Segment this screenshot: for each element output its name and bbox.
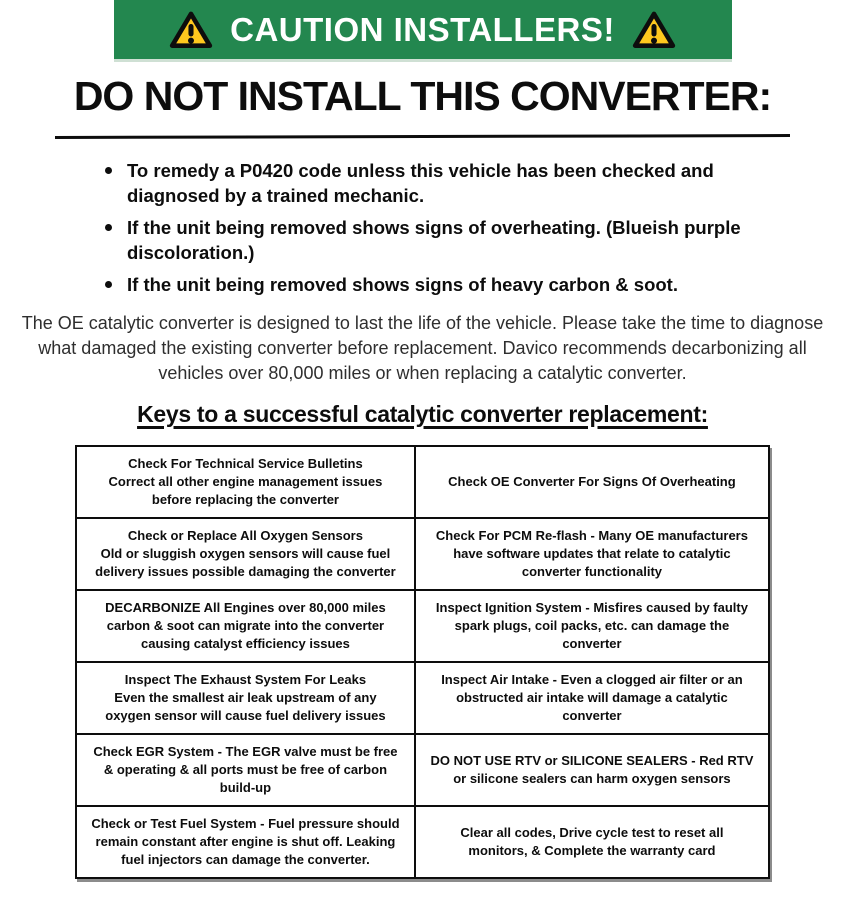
table-cell-right bbox=[415, 662, 769, 734]
diagnose-paragraph bbox=[0, 311, 845, 385]
warning-item-line: discoloration.) bbox=[127, 242, 255, 264]
cell-line: Inspect The Exhaust System For Leaks bbox=[124, 671, 367, 687]
cell-line: Check or Replace All Oxygen Sensors bbox=[127, 527, 363, 543]
cell-line: Inspect Air Intake - Even a clogged air filter or an obstructed air intake will damage a catalytic converter bbox=[441, 671, 743, 724]
table-row bbox=[76, 734, 769, 806]
keys-heading: Keys to a successful catalytic converter replacement: bbox=[137, 400, 708, 427]
paragraph-line: The OE catalytic converter is designed to last the life of the vehicle. Please take the time to diagnose bbox=[21, 313, 824, 334]
table-cell-right bbox=[415, 518, 769, 590]
cell-line: Check EGR System - The EGR valve must be free & operating & all ports must be free of carbon build-up bbox=[93, 743, 398, 796]
table-cell-left bbox=[76, 806, 415, 878]
cell-line: Check For PCM Re-flash - Many OE manufacturers have software updates that relate to catalytic converter functionality bbox=[435, 527, 748, 580]
warning-triangle-icon bbox=[631, 9, 677, 51]
table-cell-right bbox=[415, 806, 769, 878]
warning-item-line: If the unit being removed shows signs of heavy carbon & soot. bbox=[127, 273, 678, 295]
caution-banner bbox=[114, 0, 732, 62]
paragraph-line: vehicles over 80,000 miles or when replacing a catalytic converter. bbox=[158, 363, 687, 384]
cell-line: Check OE Converter For Signs Of Overheating bbox=[448, 473, 736, 489]
cell-line: Check or Test Fuel System - Fuel pressure should remain constant after engine is shut off. Leaking fuel injectors can damage the converter. bbox=[91, 815, 400, 868]
table-row bbox=[76, 806, 769, 878]
cell-line: Correct all other engine management issues before replacing the converter bbox=[108, 473, 383, 508]
banner-title: CAUTION INSTALLERS! bbox=[230, 10, 615, 48]
cell-line: Check For Technical Service Bulletins bbox=[128, 455, 363, 471]
warning-list bbox=[103, 158, 803, 298]
table-row bbox=[76, 446, 769, 518]
table-row bbox=[76, 662, 769, 734]
page-title: DO NOT INSTALL THIS CONVERTER: bbox=[73, 73, 772, 119]
warning-item-line: diagnosed by a trained mechanic. bbox=[127, 185, 425, 207]
table-cell-left bbox=[76, 734, 415, 806]
warning-item bbox=[103, 272, 803, 298]
paragraph-line: what damaged the existing converter before replacement. Davico recommends decarbonizing all bbox=[38, 338, 807, 359]
keys-table-body bbox=[76, 446, 769, 878]
warning-item bbox=[103, 158, 803, 209]
divider-line bbox=[55, 134, 790, 139]
table-row bbox=[76, 590, 769, 662]
cell-line: Old or sluggish oxygen sensors will cause fuel delivery issues possible damaging the converter bbox=[95, 545, 396, 580]
table-cell-left bbox=[76, 446, 415, 518]
cell-line: DO NOT USE RTV or SILICONE SEALERS - Red RTV or silicone sealers can harm oxygen sensors bbox=[430, 752, 754, 786]
warning-item bbox=[103, 215, 803, 266]
table-cell-right bbox=[415, 734, 769, 806]
table-cell-right bbox=[415, 590, 769, 662]
table-row bbox=[76, 518, 769, 590]
table-cell-left bbox=[76, 590, 415, 662]
cell-line: DECARBONIZE All Engines over 80,000 miles carbon & soot can migrate into the converter causing catalyst efficiency issues bbox=[105, 599, 386, 652]
warning-item-line: If the unit being removed shows signs of overheating. (Blueish purple bbox=[127, 216, 741, 238]
warning-item-line: To remedy a P0420 code unless this vehicle has been checked and bbox=[127, 159, 714, 181]
cell-line: Inspect Ignition System - Misfires caused by faulty spark plugs, coil packs, etc. can damage the converter bbox=[435, 599, 748, 652]
table-cell-right bbox=[415, 446, 769, 518]
warning-triangle-icon bbox=[168, 9, 214, 51]
table-cell-left bbox=[76, 518, 415, 590]
keys-table bbox=[75, 445, 770, 879]
cell-line: Clear all codes, Drive cycle test to reset all monitors, & Complete the warranty card bbox=[460, 824, 724, 858]
cell-line: Even the smallest air leak upstream of any oxygen sensor will cause fuel delivery issues bbox=[105, 689, 386, 724]
table-cell-left bbox=[76, 662, 415, 734]
